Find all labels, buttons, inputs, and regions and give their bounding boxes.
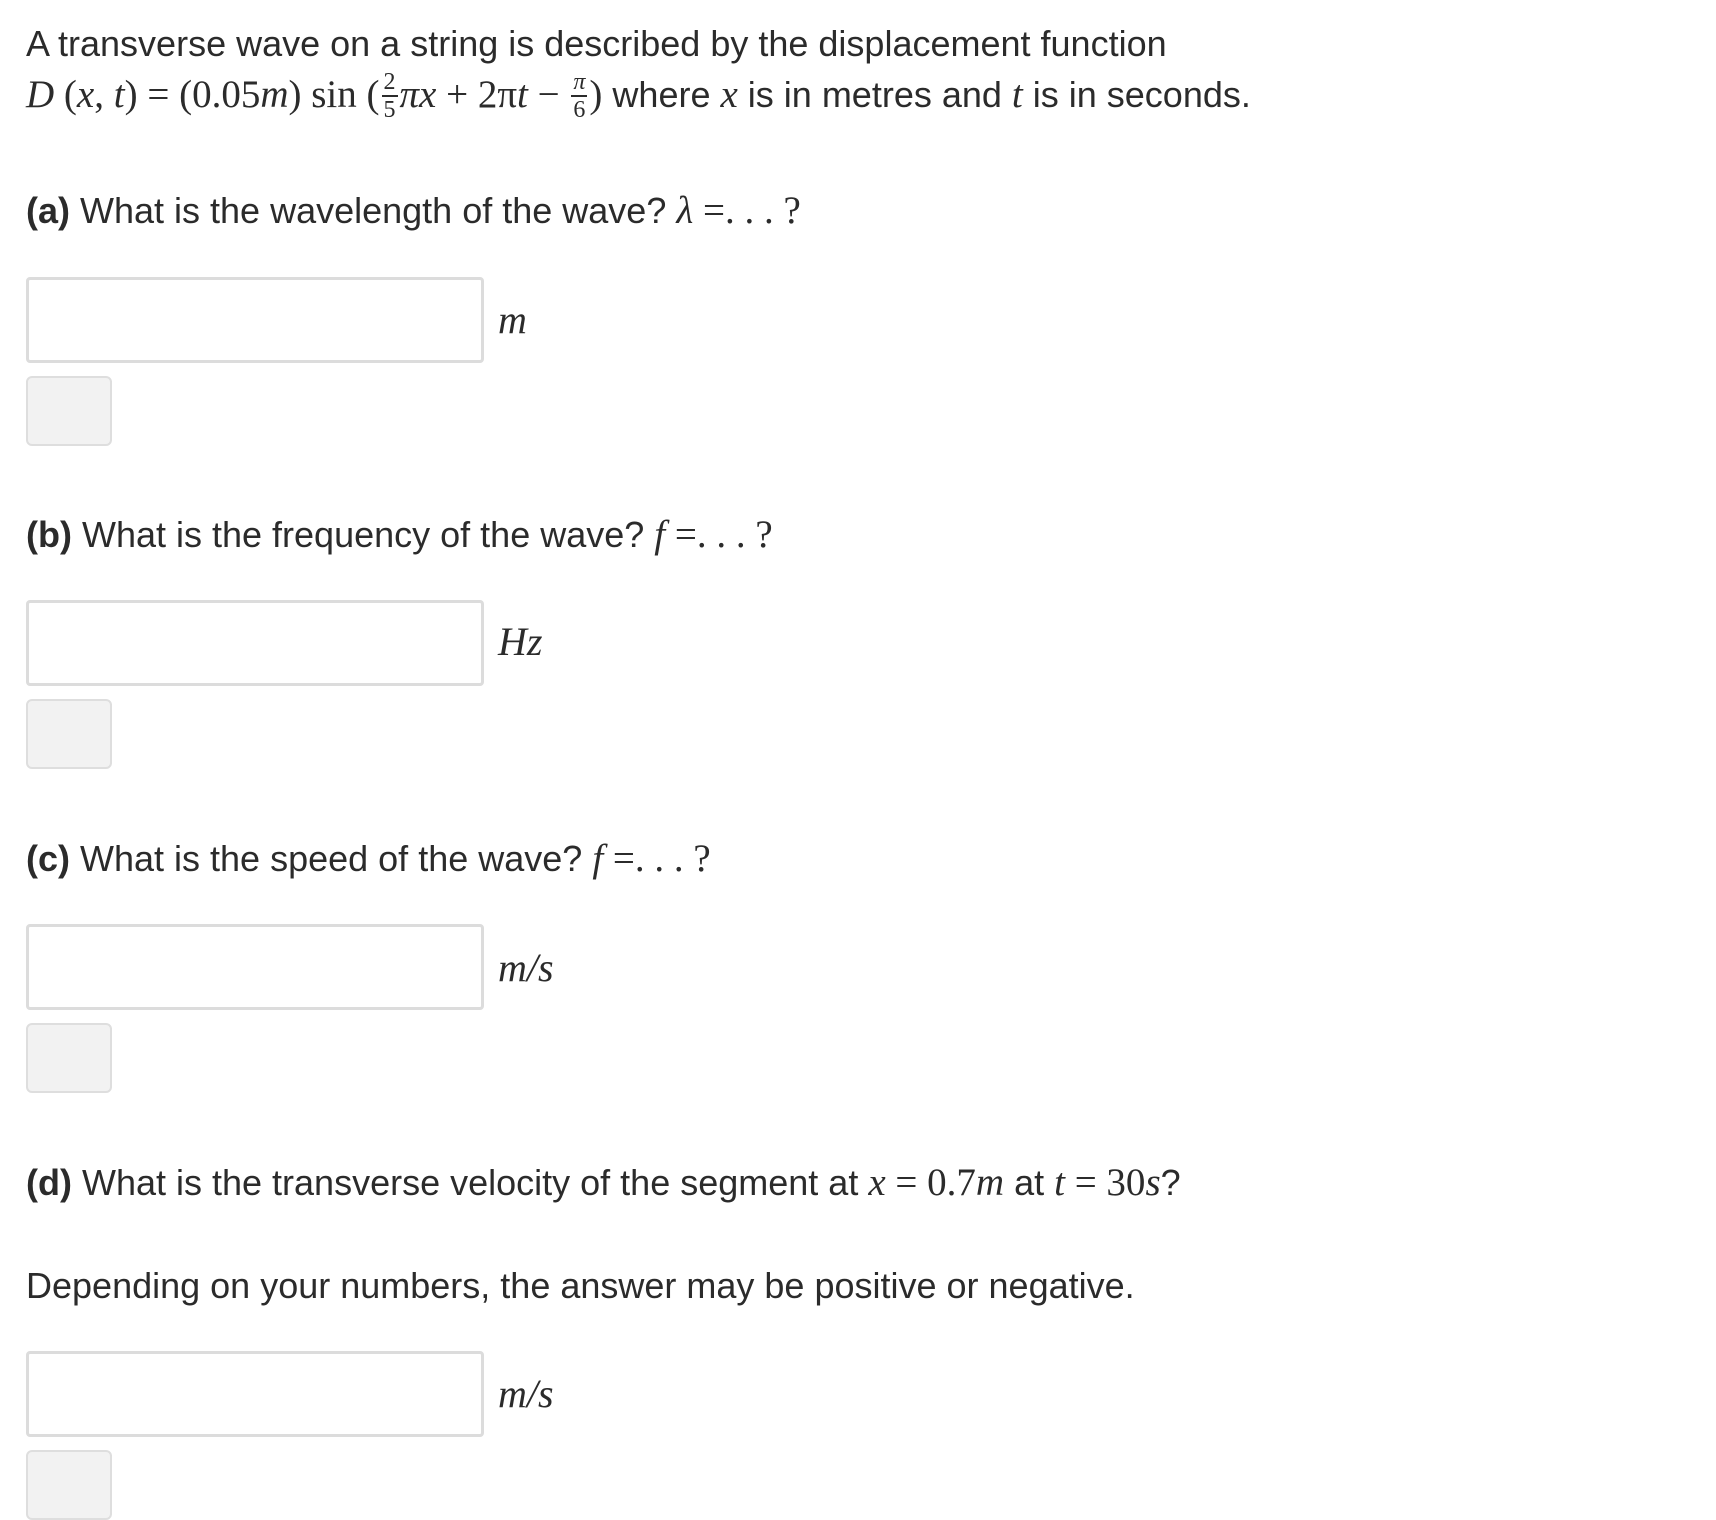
- eq-fraction-two-fifths: [382, 70, 398, 122]
- intro-text: is in seconds.: [1022, 74, 1251, 115]
- question-text: at: [1004, 1162, 1055, 1203]
- check-answer-button-d[interactable]: [26, 1450, 112, 1520]
- eq-frac-num: π: [573, 69, 586, 96]
- eq-frac-num: 2: [383, 69, 396, 96]
- eq-comma: ,: [94, 73, 114, 116]
- question-suffix: =. . . ?: [665, 513, 773, 556]
- eq-frac-den: 6: [573, 97, 586, 124]
- displacement-equation: [26, 69, 603, 124]
- eq-fraction-pi-sixths: [571, 70, 587, 122]
- question-text: What is the frequency of the wave?: [71, 514, 655, 555]
- question-t-value: = 30: [1064, 1161, 1146, 1204]
- question-var-t: t: [1054, 1161, 1065, 1204]
- question-text: What is the transverse velocity of the segment at: [71, 1162, 869, 1203]
- problem-equation-line: [26, 69, 1251, 124]
- eq-term-pix: πx: [399, 73, 437, 116]
- question-text: ?: [1160, 1162, 1181, 1203]
- answer-input-a[interactable]: [26, 277, 484, 363]
- check-answer-button-b[interactable]: [26, 699, 112, 769]
- intro-text: where: [602, 74, 721, 115]
- question-var-x: x: [868, 1161, 886, 1204]
- unit-label-b: Hz: [498, 619, 543, 664]
- question-b-prompt: [26, 512, 773, 559]
- eq-plus: + 2π: [436, 73, 518, 116]
- eq-equals: =: [137, 73, 180, 116]
- eq-paren: ): [589, 73, 603, 116]
- check-answer-button-c[interactable]: [26, 1023, 112, 1093]
- eq-frac-den: 5: [383, 97, 396, 124]
- eq-paren: (: [54, 73, 77, 116]
- question-symbol: f: [592, 837, 604, 880]
- intro-text: is in metres and: [737, 74, 1012, 115]
- problem-intro-line: A transverse wave on a string is described by the displacement function: [26, 23, 1167, 64]
- question-label: (a): [26, 190, 70, 231]
- question-label: (d): [26, 1162, 72, 1203]
- eq-paren: ): [288, 73, 302, 116]
- answer-input-d[interactable]: [26, 1351, 484, 1437]
- unit-label-d: m/s: [498, 1371, 554, 1416]
- unit-label-c: m/s: [498, 945, 554, 990]
- question-symbol: λ: [676, 189, 694, 232]
- answer-input-b[interactable]: [26, 600, 484, 686]
- question-suffix: =. . . ?: [603, 837, 711, 880]
- unit-label-a: m: [498, 297, 527, 342]
- eq-amplitude: (0.05: [179, 73, 261, 116]
- question-d-prompt: [26, 1160, 1181, 1207]
- question-x-unit: m: [975, 1161, 1005, 1204]
- eq-sin: sin (: [301, 73, 380, 116]
- answer-input-c[interactable]: [26, 924, 484, 1010]
- eq-minus: −: [527, 73, 570, 116]
- check-answer-button-a[interactable]: [26, 376, 112, 446]
- question-text: What is the wavelength of the wave?: [70, 190, 677, 231]
- intro-var-t: t: [1011, 73, 1023, 116]
- eq-fn: D: [26, 73, 55, 116]
- eq-paren: ): [124, 73, 138, 116]
- question-suffix: =. . . ?: [693, 189, 801, 232]
- question-a-prompt: [26, 188, 801, 235]
- question-c-prompt: [26, 836, 711, 883]
- question-x-value: = 0.7: [885, 1161, 976, 1204]
- eq-t: t: [113, 73, 125, 116]
- intro-var-x: x: [720, 73, 738, 116]
- question-t-unit: s: [1145, 1161, 1161, 1204]
- eq-term-t: t: [517, 73, 528, 116]
- question-d-note: Depending on your numbers, the answer may be positive or negative.: [26, 1265, 1135, 1306]
- question-text: What is the speed of the wave?: [70, 838, 593, 879]
- question-label: (c): [26, 838, 70, 879]
- question-symbol: f: [654, 513, 666, 556]
- eq-x: x: [76, 73, 95, 116]
- eq-amplitude-unit: m: [260, 73, 289, 116]
- question-label: (b): [26, 514, 72, 555]
